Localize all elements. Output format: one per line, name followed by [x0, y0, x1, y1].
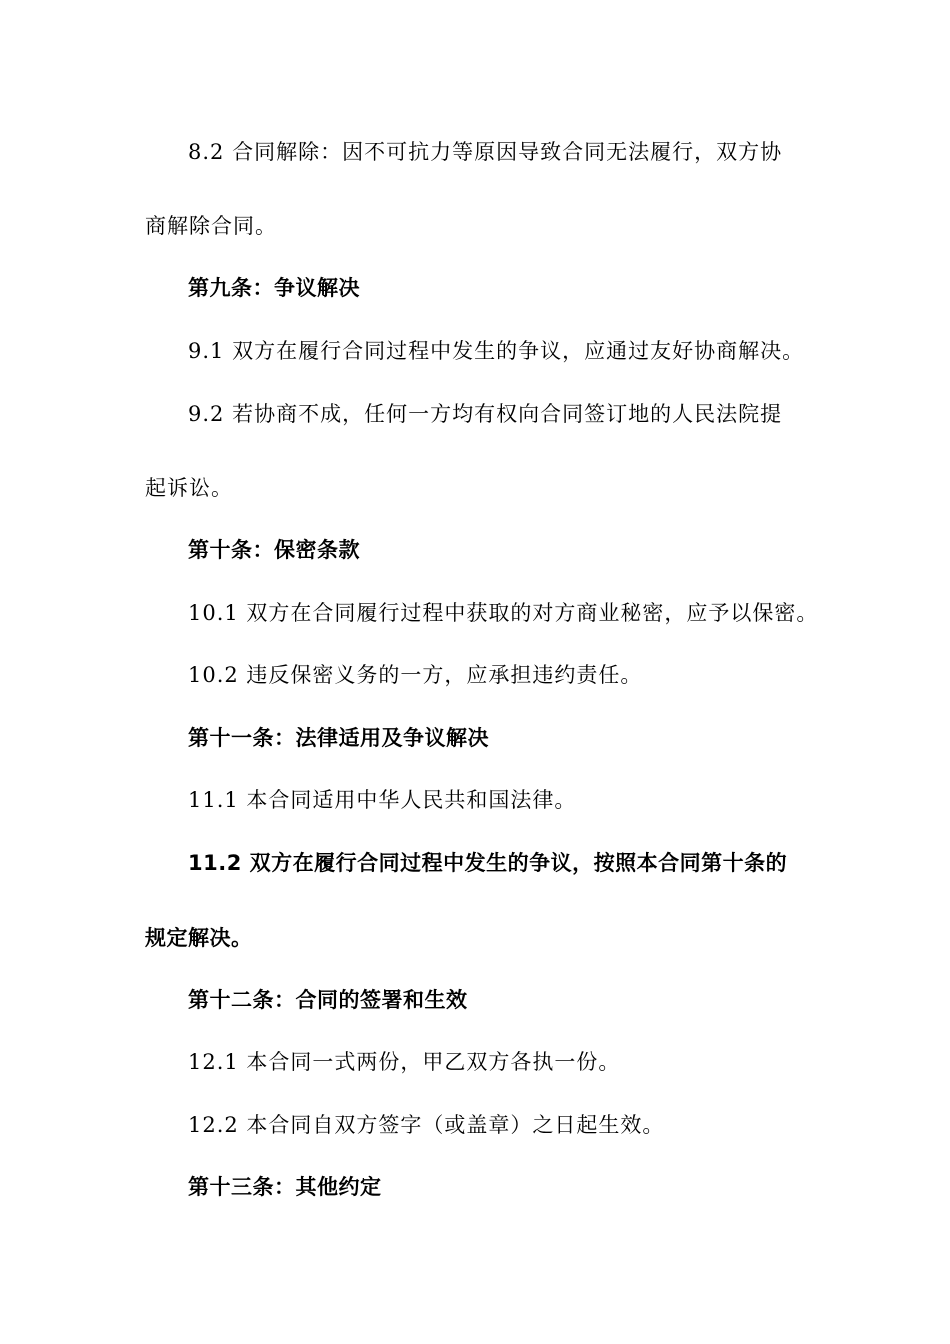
- clause-8-2-line-1: 8.2 合同解除：因不可抗力等原因导致合同无法履行，双方协: [188, 140, 783, 164]
- clause-9-1: 9.1 双方在履行合同过程中发生的争议，应通过友好协商解决。: [188, 339, 805, 363]
- article-11-heading: 第十一条：法律适用及争议解决: [188, 726, 489, 750]
- clause-12-1: 12.1 本合同一式两份，甲乙双方各执一份。: [188, 1050, 621, 1074]
- clause-12-2: 12.2 本合同自双方签字（或盖章）之日起生效。: [188, 1113, 665, 1137]
- clause-11-2-line-2: 规定解决。: [145, 926, 253, 950]
- article-9-heading: 第九条：争议解决: [188, 276, 360, 300]
- clause-11-2-line-1: 11.2 双方在履行合同过程中发生的争议，按照本合同第十条的: [188, 851, 788, 875]
- clause-10-1: 10.1 双方在合同履行过程中获取的对方商业秘密，应予以保密。: [188, 601, 819, 625]
- clause-9-2-line-2: 起诉讼。: [145, 476, 233, 500]
- article-12-heading: 第十二条：合同的签署和生效: [188, 988, 468, 1012]
- clause-9-2-line-1: 9.2 若协商不成，任何一方均有权向合同签订地的人民法院提: [188, 402, 783, 426]
- article-10-heading: 第十条：保密条款: [188, 538, 360, 562]
- clause-8-2-line-2: 商解除合同。: [145, 214, 277, 238]
- clause-10-2: 10.2 违反保密义务的一方，应承担违约责任。: [188, 663, 643, 687]
- article-13-heading: 第十三条：其他约定: [188, 1175, 382, 1199]
- clause-11-1: 11.1 本合同适用中华人民共和国法律。: [188, 788, 577, 812]
